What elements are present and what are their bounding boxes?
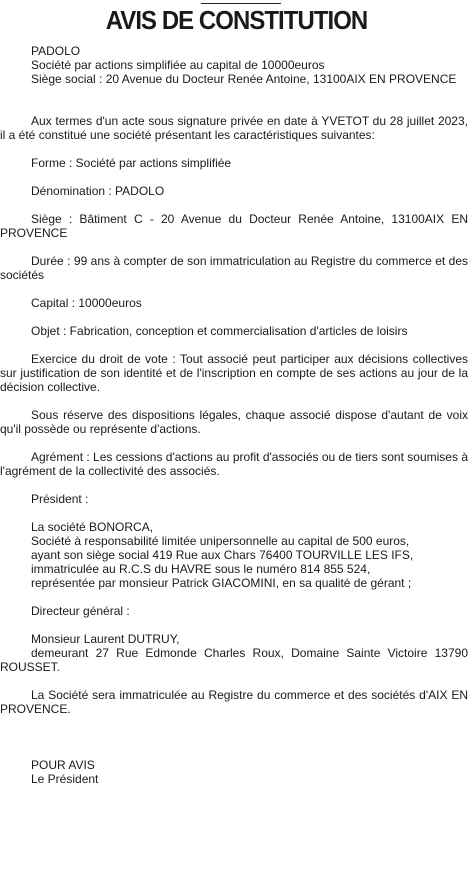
- siege: Siège : Bâtiment C - 20 Avenue du Docteur Renée Antoine, 13100AIX EN PROVENCE: [0, 212, 468, 240]
- capital: Capital : 10000euros: [31, 296, 142, 310]
- notice-body: [0, 44, 468, 786]
- president-line: représentée par monsieur Patrick GIACOMINI, en sa qualité de gérant ;: [31, 576, 412, 590]
- duree: Durée : 99 ans à compter de son immatriculation au Registre du commerce et des sociétés: [0, 254, 468, 282]
- intro-paragraph: Aux termes d'un acte sous signature privée en date à YVETOT du 28 juillet 2023, il a été constitué une société présentant les caractéristiques suivantes:: [0, 114, 468, 142]
- signature-line: POUR AVIS: [31, 758, 95, 772]
- objet: Objet : Fabrication, conception et commercialisation d'articles de loisirs: [31, 324, 408, 338]
- reserve-legale: Sous réserve des dispositions légales, chaque associé dispose d'autant de voix qu'il possède ou représente d'actions.: [0, 408, 468, 436]
- president-label: Président :: [31, 492, 89, 506]
- forme: Forme : Société par actions simplifiée: [31, 156, 232, 170]
- dg-label: Directeur général :: [31, 604, 130, 618]
- signature-line: Le Président: [31, 772, 99, 786]
- president-line: La société BONORCA,: [31, 520, 154, 534]
- company-siege: Siège social : 20 Avenue du Docteur Renée Antoine, 13100AIX EN PROVENCE: [31, 72, 457, 86]
- president-line: ayant son siège social 419 Rue aux Chars 76400 TOURVILLE LES IFS,: [31, 548, 414, 562]
- president-line: Société à responsabilité limitée unipersonnelle au capital de 500 euros,: [31, 534, 410, 548]
- dg-line: Monsieur Laurent DUTRUY,: [31, 632, 180, 646]
- company-capital: Société par actions simplifiée au capital de 10000euros: [31, 58, 325, 72]
- immatriculation: La Société sera immatriculée au Registre du commerce et des sociétés d'AIX EN PROVENCE.: [0, 688, 468, 716]
- dg-address: demeurant 27 Rue Edmonde Charles Roux, Domaine Sainte Victoire 13790 ROUSSET.: [0, 646, 468, 674]
- agrement: Agrément : Les cessions d'actions au profit d'associés ou de tiers sont soumises à l'agrément de la collectivité des associés.: [0, 450, 468, 478]
- president-line: immatriculée au R.C.S du HAVRE sous le numéro 814 855 524,: [31, 562, 371, 576]
- title-rule: [201, 3, 281, 4]
- notice-title: AVIS DE CONSTITUTION: [105, 5, 368, 35]
- company-name: PADOLO: [31, 44, 81, 58]
- denomination: Dénomination : PADOLO: [31, 184, 165, 198]
- exercice-vote: Exercice du droit de vote : Tout associé peut participer aux décisions collectives sur justification de son identité et de l'inscription en compte de ses actions au jour de la décision collective.: [0, 352, 468, 394]
